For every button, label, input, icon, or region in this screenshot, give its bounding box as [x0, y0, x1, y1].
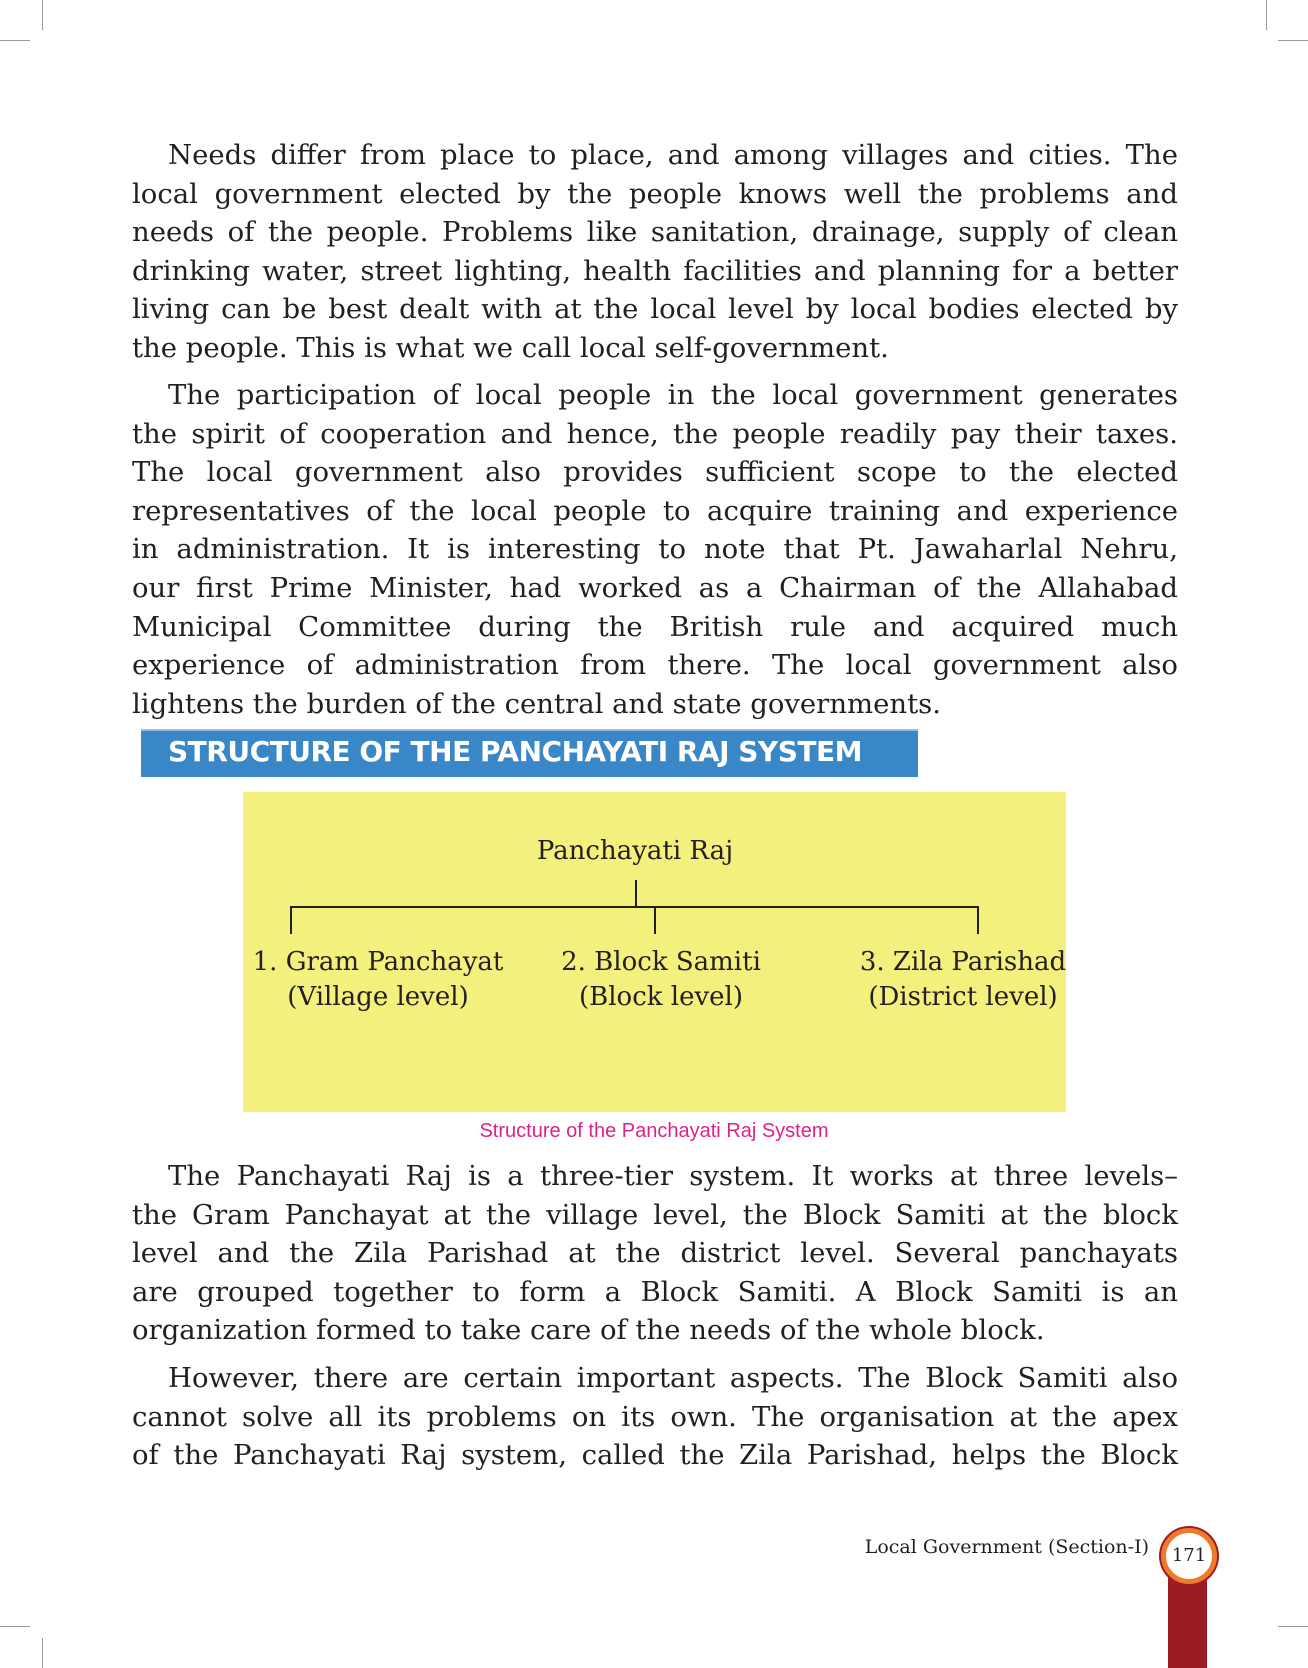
text-line: the people. This is what we call local self-government.	[132, 331, 889, 364]
text-line: needs of the people. Problems like sanitation, drainage, supply of clean	[132, 216, 1178, 249]
figure-caption: Structure of the Panchayati Raj System	[479, 1120, 829, 1142]
page-number-badge: 171	[1161, 1528, 1217, 1584]
connector-line	[290, 906, 292, 934]
connector-line	[654, 906, 656, 934]
crop-mark	[42, 0, 43, 30]
crop-mark	[0, 40, 30, 41]
paragraph-participation	[132, 376, 1178, 723]
text-line: in administration. It is interesting to note that Pt. Jawaharlal Nehru,	[132, 533, 1178, 566]
crop-mark	[42, 1638, 43, 1668]
text-line: representatives of the local people to acquire training and experience	[132, 494, 1178, 527]
text-line: The local government also provides sufficient scope to the elected	[132, 456, 1178, 489]
text-line: the spirit of cooperation and hence, the people readily pay their taxes.	[132, 417, 1178, 450]
crop-mark	[0, 1626, 30, 1627]
paragraph-needs	[132, 136, 1178, 368]
text-line: the Gram Panchayat at the village level, the Block Samiti at the block	[132, 1198, 1178, 1231]
paragraph-three-tier	[132, 1157, 1178, 1350]
connector-line	[290, 906, 978, 908]
text-line: cannot solve all its problems on its own. The organisation at the apex	[132, 1400, 1178, 1433]
text-line: The Panchayati Raj is a three-tier system. It works at three levels–	[168, 1160, 1178, 1192]
text-line: drinking water, street lighting, health facilities and planning for a better	[132, 254, 1178, 287]
text-line: organization formed to take care of the needs of the whole block.	[132, 1314, 1045, 1347]
diagram-root: Panchayati Raj	[536, 836, 734, 866]
crop-mark	[1266, 0, 1267, 30]
paragraph-aspects	[132, 1359, 1178, 1475]
text-line: level and the Zila Parishad at the district level. Several panchayats	[132, 1237, 1178, 1270]
diagram-node-zila-parishad: 3. Zila Parishad (District level)	[859, 947, 1067, 1012]
text-line: living can be best dealt with at the local level by local bodies elected by	[132, 293, 1178, 326]
text-line: The participation of local people in the local government generates	[168, 379, 1178, 411]
text-line: experience of administration from there. The local government also	[132, 649, 1178, 682]
connector-line	[635, 880, 637, 907]
section-heading-text: STRUCTURE OF THE PANCHAYATI RAJ SYSTEM	[168, 735, 862, 768]
text-line: our first Prime Minister, had worked as a Chairman of the Allahabad	[132, 571, 1178, 604]
text-line: Needs differ from place to place, and among villages and cities. The	[168, 139, 1178, 171]
diagram-node-gram-panchayat: 1. Gram Panchayat (Village level)	[252, 947, 504, 1012]
chapter-title-footer: Local Government (Section-I)	[864, 1536, 1149, 1558]
section-heading	[141, 729, 918, 777]
text-line: are grouped together to form a Block Samiti. A Block Samiti is an	[132, 1275, 1178, 1308]
crop-mark	[1278, 1626, 1308, 1627]
connector-line	[977, 906, 979, 934]
text-line: Municipal Committee during the British rule and acquired much	[132, 610, 1178, 643]
text-line: of the Panchayati Raj system, called the Zila Parishad, helps the Block	[132, 1439, 1178, 1472]
text-line: local government elected by the people knows well the problems and	[132, 177, 1178, 210]
panchayati-raj-diagram	[243, 792, 1066, 1112]
diagram-node-block-samiti: 2. Block Samiti (Block level)	[561, 947, 761, 1012]
text-line: However, there are certain important aspects. The Block Samiti also	[168, 1362, 1178, 1394]
crop-mark	[1278, 40, 1308, 41]
text-line: lightens the burden of the central and state governments.	[132, 687, 942, 720]
